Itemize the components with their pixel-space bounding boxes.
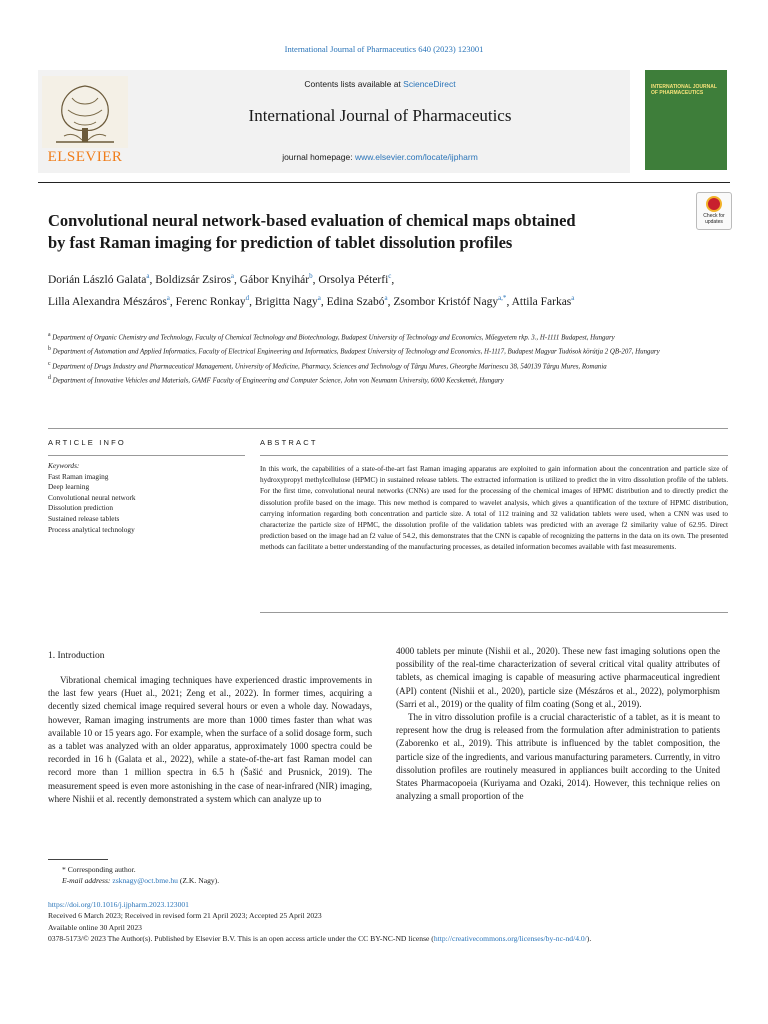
license-suffix: ). (586, 933, 592, 943)
article-info-heading: ARTICLE INFO (48, 438, 126, 447)
keyword-item: Deep learning (48, 482, 90, 492)
keyword-item: Process analytical technology (48, 524, 135, 534)
author-name[interactable]: Brigitta Nagy (254, 296, 318, 309)
article-metadata (48, 899, 728, 944)
affiliation-key: c (48, 360, 51, 367)
affiliation-text: Department of Innovative Vehicles and Materials, GAMF Faculty of Engineering and Computer Science, John von Neumann University, 6000 Kecskemét, Hungary (52, 377, 504, 385)
author-affiliation-marker[interactable]: b (309, 272, 313, 280)
email-label: E-mail address: (62, 876, 113, 885)
author-separator: , (391, 273, 395, 286)
author-separator: , (387, 296, 394, 309)
keyword-item: Convolutional neural network (48, 492, 136, 502)
abstract-bottom-divider (260, 612, 728, 613)
author-separator: , (149, 273, 156, 286)
email-suffix: (Z.K. Nagy). (177, 876, 220, 885)
author-affiliation-marker[interactable]: c (388, 272, 392, 280)
author-affiliation-marker[interactable]: a (230, 272, 235, 280)
author-affiliation-marker[interactable]: a (146, 272, 150, 280)
affiliation-item (48, 359, 728, 372)
abstract-divider (260, 455, 728, 456)
author-name[interactable]: Orsolya Péterfi (318, 273, 389, 286)
intro-paragraph-2: The in vitro dissolution profile is a crucial characteristic of a tablet, as it is meant to represent how the drug is released from the formulation after administration to patients (Zaborenko et al., 2019). This attribute is influenced by the tablet composition, the particle size of the ingredients, and various manufacturing parameters. Currently, in vitro dissolution profiles are routinely measured in appliances built according to the United States Pharmacopoeia (Kuriyama and Ozaki, 2014). However, this technique relies on analyzing a small proportion of the (396, 712, 720, 802)
license-statement (48, 933, 728, 944)
intro-paragraph-1: Vibrational chemical imaging techniques have experienced drastic improvements in the last few years (Huet al., 2021; Zeng et al., 2022). In former times, acquiring a decently sized chemical image required several hours or even a whole day. Nowadays, however, Raman imaging instruments are more than 1000 times faster than what was available 10 or 15 years ago. For example, when the surface of a solid dosage form, such as a tablet was analyzed with an older apparatus, approximately 1000 spectra could be recorded in 16 h (Galata et al., 2022), while a state-of-the-art fast Raman model can record more than 1 million spectra in 6.5 h (Šašić and Prusnick, 2019). The measurement speed is even more astonishing in the case of near-infrared (NIR) imaging, where Nishii et al. recently demonstrated a system which can analyze up to (48, 675, 372, 804)
article-title (48, 210, 648, 254)
journal-citation[interactable]: International Journal of Pharmaceutics 640 (2023) 123001 (284, 44, 484, 54)
affiliation-item (48, 373, 728, 386)
author-name[interactable]: Gábor Knyihár (239, 273, 310, 286)
homepage-line (130, 152, 630, 162)
affiliation-key: a (48, 332, 51, 338)
article-title-line-1: Convolutional neural network-based evaluation of chemical maps obtained (48, 211, 576, 230)
affiliation-item (48, 344, 728, 357)
affiliation-text: Department of Organic Chemistry and Technology, Faculty of Chemical Technology and Biotechnology, Budapest University of Technology and Economics, Műegyetem rkp. 3., H-1111 Budapest, Hungary (52, 334, 615, 342)
received-dates: Received 6 March 2023; Received in revised form 21 April 2023; Accepted 25 April 2023 (48, 911, 322, 921)
corresponding-author-note: * Corresponding author. (62, 865, 136, 874)
author-name[interactable]: Lilla Alexandra Mészáros (48, 296, 167, 309)
author-separator: , (320, 296, 327, 309)
affiliations-divider (48, 428, 728, 429)
author-affiliation-marker[interactable]: a,* (498, 294, 507, 303)
author-name[interactable]: Zsombor Kristóf Nagy (393, 296, 499, 309)
affiliation-key: b (48, 346, 51, 353)
keyword-item: Dissolution prediction (48, 503, 114, 513)
abstract-heading: ABSTRACT (260, 438, 318, 447)
author-list (48, 267, 688, 312)
elsevier-tree-icon (42, 76, 128, 148)
body-column-left (48, 674, 372, 806)
affiliation-text: Department of Drugs Industry and Pharmaceutical Management, University of Medicine, Pharmacy, Sciences and Technology of Târgu Mures, Gheorghe Marinescu 38, 540139 Târgu Mures, Romania (52, 362, 607, 370)
header-divider (38, 182, 730, 183)
article-info-divider (48, 455, 245, 456)
license-prefix: 0378-5173/© 2023 The Author(s). Published by Elsevier B.V. This is an open access article under the CC BY-NC-ND license ( (48, 933, 434, 943)
author-separator: , (506, 296, 512, 309)
affiliation-text: Department of Automation and Applied Informatics, Faculty of Electrical Engineering and Informatics, Budapest University of Technology and Economics, H-1117, Budapest Magyar Tudósok körútja 2 QB-207, Hungary (52, 348, 660, 356)
elsevier-wordmark: ELSEVIER (47, 149, 123, 165)
email-note (48, 875, 728, 886)
keyword-item: Fast Raman imaging (48, 471, 109, 481)
keywords-list (48, 461, 245, 535)
author-name[interactable]: Edina Szabó (326, 296, 385, 309)
contents-line (130, 79, 630, 89)
author-name[interactable]: Dorián László Galata (48, 273, 147, 286)
footnote-divider (48, 859, 108, 860)
sciencedirect-link[interactable]: ScienceDirect (403, 79, 456, 89)
abstract-text: In this work, the capabilities of a state-of-the-art fast Raman imaging apparatus are exploited to gain information about the concentration and particle size of hydroxypropyl methylcellulose (HPMC) in sustained release tablets. The extracted information is utilized to predict the in vitro dissolution profile of the tablets. For the first time, convolutional neural networks (CNNs) are used for the processing of the chemical images of HPMC distribution and to directly predict the dissolution profile based on the image. This new method is compared to wavelet analysis, which gives a quantification of the texture of HPMC distribution, carrying information regarding both concentration and particle size. A total of 112 training and 32 validation tablets were used, when a CNN was used to characterize the particle size of HPMC, the dissolution profile of the validation tablets was predicted with an average f2 similarity value of 62.95. Direct prediction based on the image had an f2 value of 54.2, this demonstrates that the CNN is capable of recognizing the patterns in the data on its own. The presented methods can facilitate a better understanding of the manufacturing processes, as detailed information becomes available with fast measurements. (260, 465, 728, 552)
body-column-right (396, 645, 720, 803)
author-affiliation-marker[interactable]: a (317, 294, 321, 303)
journal-name: International Journal of Pharmaceutics (248, 106, 512, 125)
author-affiliation-marker[interactable]: a (384, 294, 388, 303)
update-badge-icon (706, 196, 722, 212)
affiliation-item (48, 330, 728, 343)
check-for-updates-label: Check for updates (703, 213, 725, 225)
author-name[interactable]: Boldizsár Zsiros (155, 273, 231, 286)
homepage-link[interactable]: www.elsevier.com/locate/ijpharm (354, 152, 478, 162)
affiliations (48, 330, 728, 387)
available-online: Available online 30 April 2023 (48, 922, 142, 932)
author-separator: , (169, 296, 176, 309)
introduction-heading: 1. Introduction (48, 651, 105, 661)
author-separator: , (234, 273, 240, 286)
check-for-updates-button[interactable] (696, 192, 732, 230)
contents-prefix: Contents lists available at (304, 79, 404, 89)
article-title-line-2: by fast Raman imaging for prediction of tablet dissolution profiles (48, 233, 513, 252)
affiliation-key: d (48, 374, 51, 381)
elsevier-logo (42, 76, 128, 168)
intro-paragraph-1-continued: 4000 tablets per minute (Nishii et al., 2020). These new fast imaging solutions open the possibility of the real-time characterization of several critical vital quality attributes of tablets, as chemical imaging is capable of measuring active pharmaceutical ingredient (API) content (Nishii et al., 2020), particle size (Mészáros et al., 2022), polymorphism (Sarri et al., 2019) or the quality of film coating (Song et al., 2019). (396, 646, 720, 709)
doi-link[interactable]: https://doi.org/10.1016/j.ijpharm.2023.123001 (48, 900, 189, 909)
author-name[interactable]: Attila Farkas (511, 296, 572, 309)
footnotes (48, 864, 728, 886)
license-link[interactable]: http://creativecommons.org/licenses/by-nc-nd/4.0/ (433, 933, 587, 943)
author-name[interactable]: Ferenc Ronkay (175, 296, 246, 309)
journal-cover-image (645, 70, 727, 170)
author-affiliation-marker[interactable]: a (166, 294, 170, 303)
author-separator: , (249, 296, 255, 309)
keywords-label: Keywords: (48, 461, 80, 470)
cover-title: INTERNATIONAL JOURNAL OF PHARMACEUTICS (651, 84, 717, 96)
keyword-item: Sustained release tablets (48, 513, 120, 523)
author-affiliation-marker[interactable]: d (245, 294, 250, 303)
author-separator: , (312, 273, 319, 286)
homepage-prefix: journal homepage: (282, 152, 355, 162)
author-affiliation-marker[interactable]: a (571, 294, 575, 303)
email-link[interactable]: zsknagy@oct.bme.hu (112, 876, 178, 885)
